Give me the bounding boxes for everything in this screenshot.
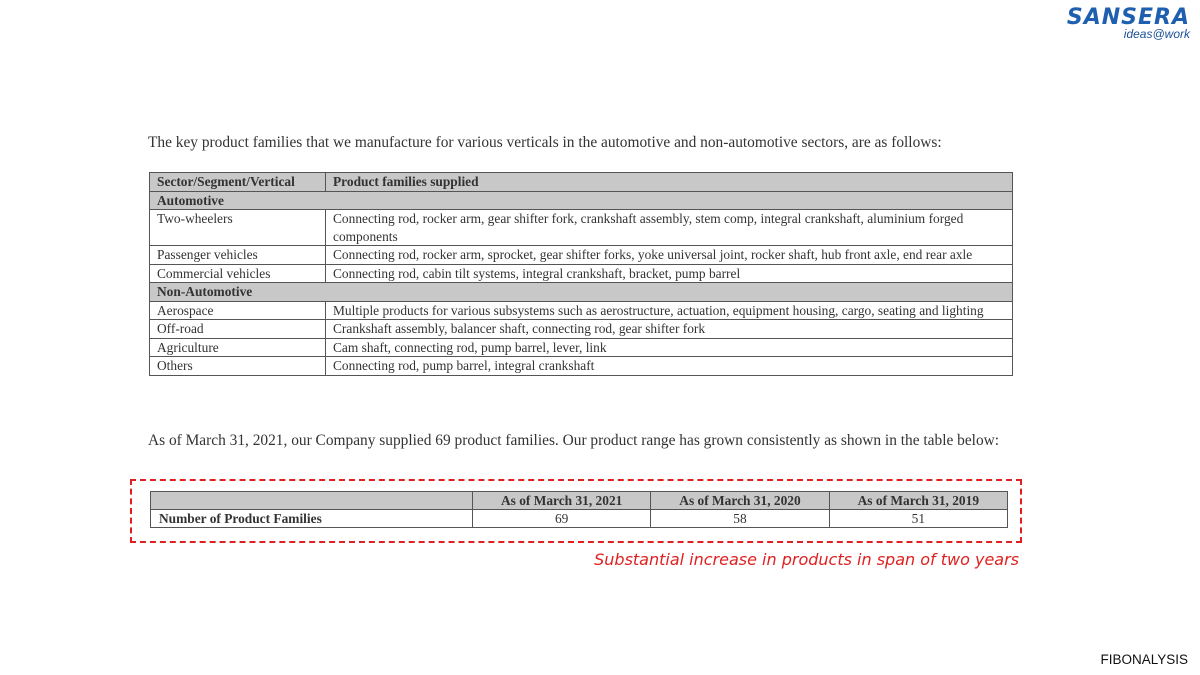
annotation-text: Substantial increase in products in span of two years: [594, 550, 1019, 569]
group-header-row: [150, 283, 1013, 302]
products-cell: Connecting rod, pump barrel, integral crankshaft: [326, 357, 1013, 376]
table-row: [150, 338, 1013, 357]
footer-label: FIBONALYSIS: [1100, 652, 1188, 667]
table-header-row: [150, 173, 1013, 192]
segment-cell: Two-wheelers: [150, 210, 326, 246]
products-cell: Crankshaft assembly, balancer shaft, connecting rod, gear shifter fork: [326, 320, 1013, 339]
table-row: [150, 246, 1013, 265]
segment-cell: Others: [150, 357, 326, 376]
segment-cell: Commercial vehicles: [150, 264, 326, 283]
table-row: [150, 301, 1013, 320]
products-cell: Multiple products for various subsystems such as aerostructure, actuation, equipment housing, cargo, seating and lighting: [326, 301, 1013, 320]
row-label: Number of Product Families: [151, 510, 473, 528]
group-header: Automotive: [150, 191, 1013, 210]
product-families-table: [149, 172, 1013, 376]
product-count-table: [150, 491, 1008, 528]
table-row: [151, 510, 1008, 528]
logo-brand: SANSERA: [1066, 5, 1190, 30]
products-cell: Connecting rod, cabin tilt systems, integral crankshaft, bracket, pump barrel: [326, 264, 1013, 283]
group-header: Non-Automotive: [150, 283, 1013, 302]
table-header-row: [151, 492, 1008, 510]
product-count-paragraph: As of March 31, 2021, our Company supplied 69 product families. Our product range has grown consistently as shown in the table below:: [148, 432, 1000, 449]
table-row: [150, 357, 1013, 376]
column-header: As of March 31, 2021: [473, 492, 651, 510]
column-header: Product families supplied: [326, 173, 1013, 192]
table-cell: 51: [829, 510, 1007, 528]
segment-cell: Agriculture: [150, 338, 326, 357]
group-header-row: [150, 191, 1013, 210]
column-header: As of March 31, 2019: [829, 492, 1007, 510]
segment-cell: Aerospace: [150, 301, 326, 320]
column-header: [151, 492, 473, 510]
column-header: As of March 31, 2020: [651, 492, 829, 510]
product-families-body: [150, 191, 1013, 375]
table-cell: 69: [473, 510, 651, 528]
table-row: [150, 264, 1013, 283]
segment-cell: Off-road: [150, 320, 326, 339]
products-cell: Connecting rod, rocker arm, gear shifter fork, crankshaft assembly, stem comp, integral crankshaft, aluminium forged components: [326, 210, 1013, 246]
segment-cell: Passenger vehicles: [150, 246, 326, 265]
intro-text: The key product families that we manufacture for various verticals in the automotive and non-automotive sectors, are as follows:: [148, 134, 942, 151]
table-row: [150, 320, 1013, 339]
table-row: [150, 210, 1013, 246]
table-cell: 58: [651, 510, 829, 528]
column-header: Sector/Segment/Vertical: [150, 173, 326, 192]
products-cell: Cam shaft, connecting rod, pump barrel, lever, link: [326, 338, 1013, 357]
logo-tagline: ideas@work: [1123, 27, 1190, 41]
products-cell: Connecting rod, rocker arm, sprocket, gear shifter forks, yoke universal joint, rocker shaft, hub front axle, end rear axle: [326, 246, 1013, 265]
sansera-logo: [1067, 6, 1190, 40]
